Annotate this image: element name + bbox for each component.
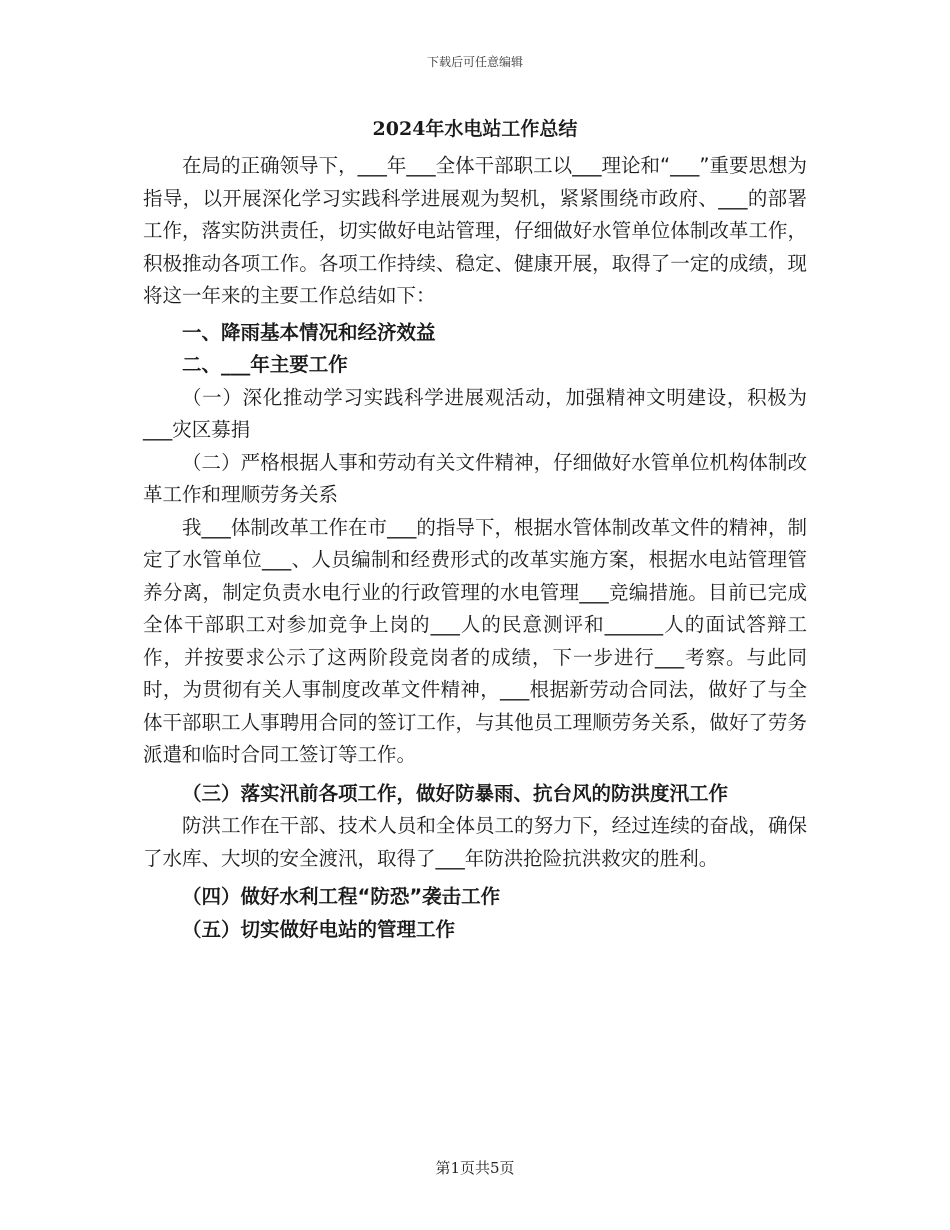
subheading-flood-prevention: （三）落实汛前各项工作，做好防暴雨、抗台风的防洪度汛工作 [182,781,729,805]
paragraph-flood-prevention: 防洪工作在干部、技术人员和全体员工的努力下，经过连续的奋战，确保了水库、大坝的安全渡汛，取得了___年防洪抢险抗洪救灾的胜利。 [143,814,807,870]
subheading-anti-terror: （四）做好水利工程“防恐”袭击工作 [182,885,501,908]
heading-main-work: 二、___年主要工作 [182,353,348,376]
paragraph-personnel-reform: 我___体制改革工作在市___的指导下，根据水管体制改革文件的精神，制定了水管单位___、人员编制和经费形式的改革实施方案，根据水电站管理管养分离，制定负责水电行业的行政管理的水电管理___竞编措施。目前已完成全体干部职工对参加竞争上岗的___人的民意测评和______人的面试答辩工作，并按要求公示了这两阶段竞岗者的成绩，下一步进行___考察。与此同时，为贯彻有关人事制度改革文件精神，___根据新劳动合同法，做好了与全体干部职工人事聘用合同的签订工作，与其他员工理顺劳务关系，做好了劳务派遣和临时合同工签订等工作。 [143,515,807,766]
heading-rainfall: 一、降雨基本情况和经济效益 [182,320,436,344]
document-body [143,150,807,946]
subheading-station-management: （五）切实做好电站的管理工作 [182,917,456,941]
document-title: 2024年水电站工作总结 [372,118,578,140]
subheading-study-practice: （一）深化推动学习实践科学进展观活动，加强精神文明建设，积极为___灾区募捐 [143,385,807,441]
page-number: 第1页共5页 [435,1159,515,1177]
subheading-personnel-reform: （二）严格根据人事和劳动有关文件精神，仔细做好水管单位机构体制改革工作和理顺劳务关系 [143,450,807,506]
intro-paragraph: 在局的正确领导下，___年___全体干部职工以___理论和“___”重要思想为指导，以开展深化学习实践科学进展观为契机，紧紧围绕市政府、___的部署工作，落实防洪责任，切实做好电站管理，仔细做好水管单位体制改革工作，积极推动各项工作。各项工作持续、稳定、健康开展，取得了一定的成绩，现将这一年来的主要工作总结如下： [143,154,807,307]
header-note: 下载后可任意编辑 [426,55,523,69]
